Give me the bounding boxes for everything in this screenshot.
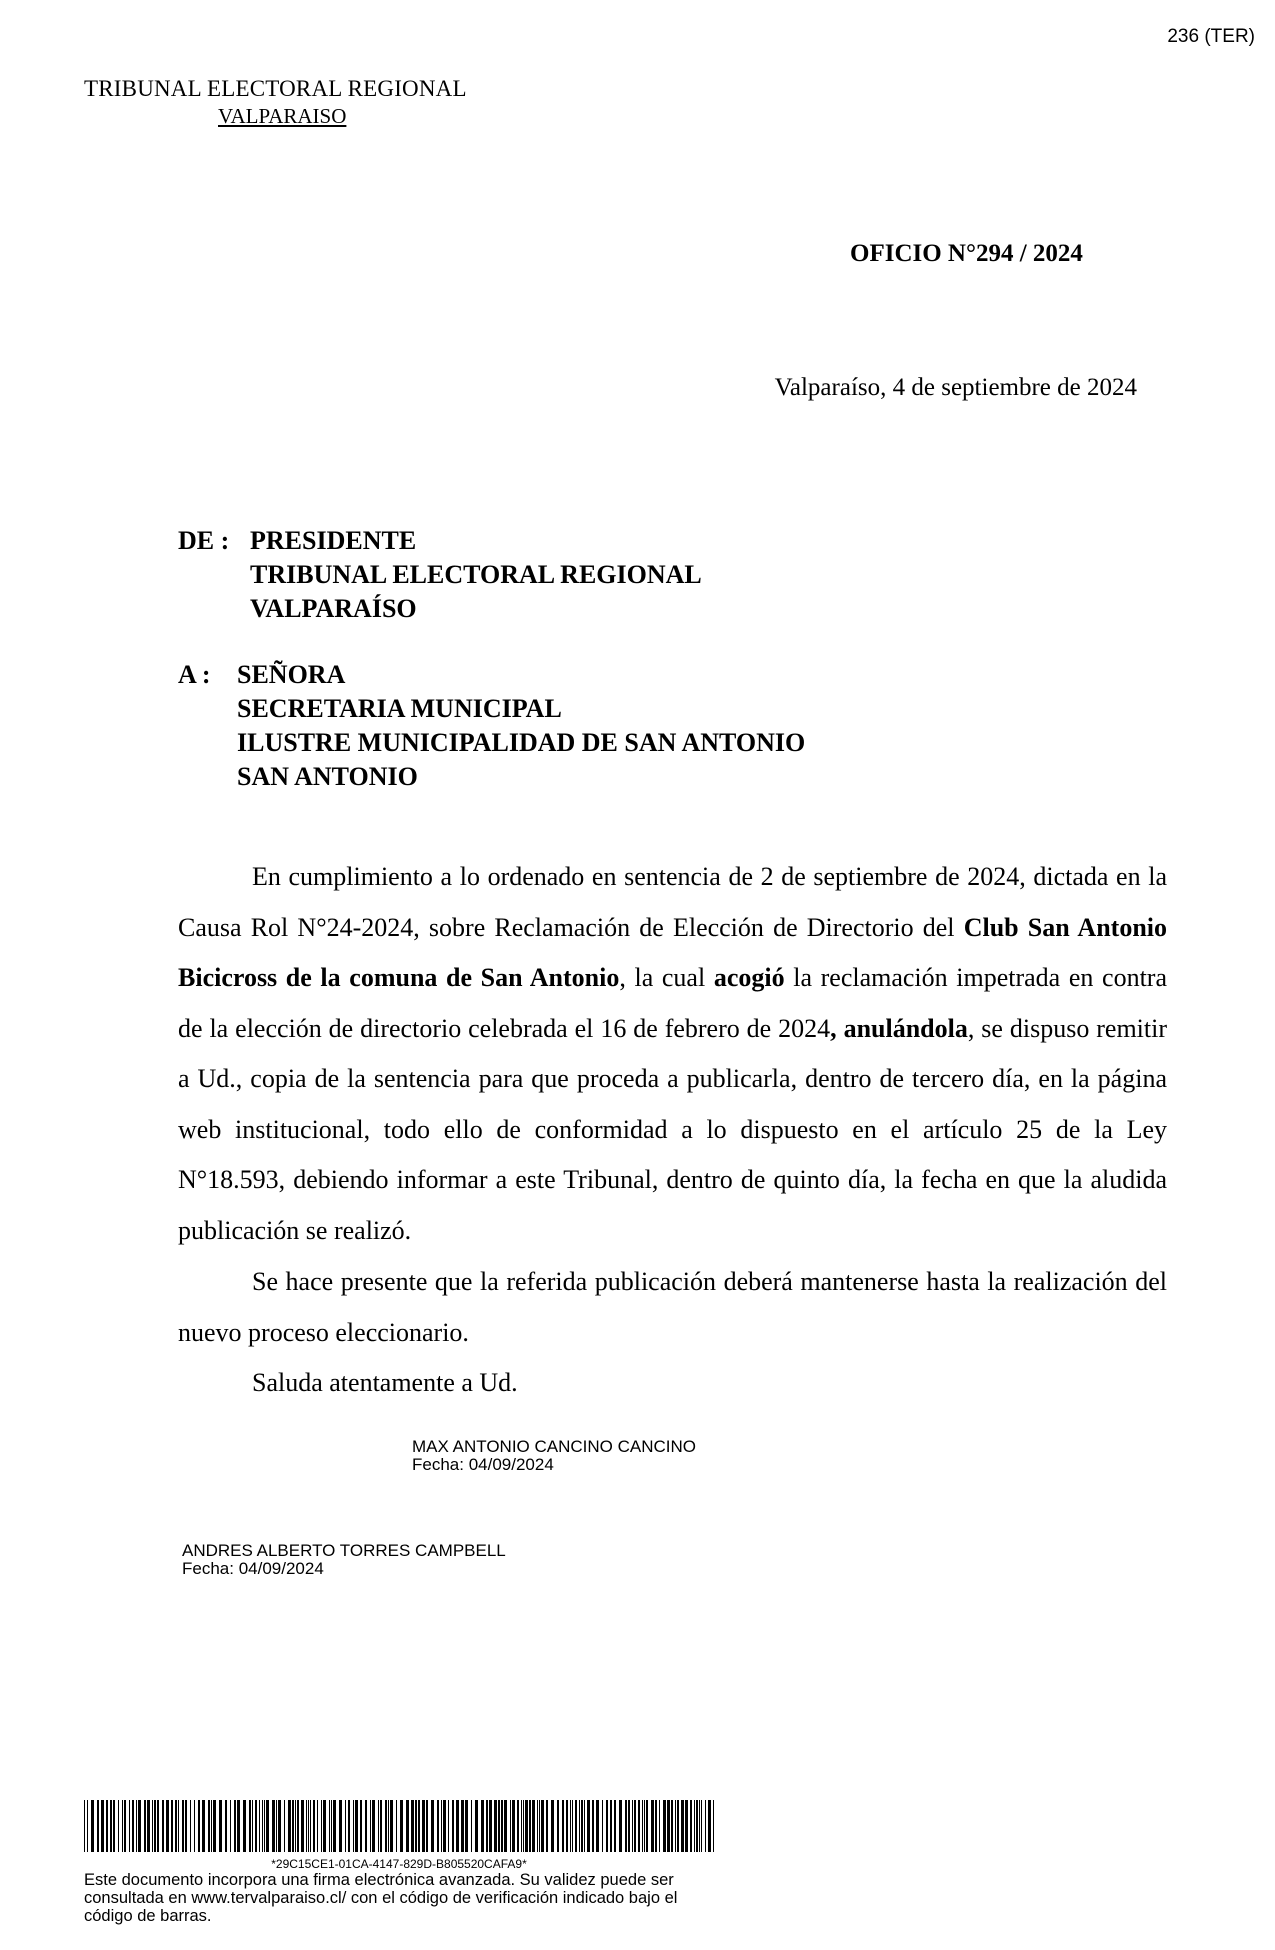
document-date: Valparaíso, 4 de septiembre de 2024 (774, 374, 1137, 401)
to-label: A : (178, 660, 211, 689)
to-line: ILUSTRE MUNICIPALIDAD DE SAN ANTONIO (237, 728, 806, 757)
ruling-word: acogió (713, 963, 785, 992)
annulment-word: , anulándola (830, 1013, 968, 1043)
signature-block-1 (412, 1438, 696, 1474)
electronic-signature-note: Este documento incorpora una firma electrónica avanzada. Su validez puede ser consultada en www.tervalparaiso.cl/ con el código de verificación indicado bajo el código de barras. (84, 1871, 678, 1925)
body-paragraph-2: Se hace presente que la referida publicación deberá mantenerse hasta la realización del nuevo proceso eleccionario. (178, 1267, 1167, 1347)
closing-line: Saluda atentamente a Ud. (252, 1368, 518, 1397)
oficio-number: OFICIO N°294 / 2024 (850, 240, 1083, 267)
to-line: SECRETARIA MUNICIPAL (237, 694, 562, 723)
from-label: DE : (178, 526, 230, 555)
verification-barcode (84, 1800, 714, 1852)
paragraph-text: En cumplimiento a lo ordenado en sentencia de 2 de septiembre de 2024, dictada en la Causa Rol N°24-2024, sobre Reclamación de Elección de Directorio del (178, 862, 1167, 942)
signer-name: ANDRES ALBERTO TORRES CAMPBELL (182, 1541, 506, 1560)
from-line: TRIBUNAL ELECTORAL REGIONAL (250, 560, 702, 589)
from-line: PRESIDENTE (250, 526, 417, 555)
paragraph-text: , se dispuso remitir a Ud., copia de la sentencia para que proceda a publicarla, dentro de tercero día, en la página web institucional, todo ello de conformidad a lo dispuesto en el artículo 25 de la Ley N°18.593, debiendo informar a este Tribunal, dentro de quinto día, la fecha en que la aludida publicación se realizó. (178, 1013, 1167, 1245)
paragraph-text: la reclamación impetrada en contra de la elección de directorio celebrada el 16 de febrero de 2024 (178, 963, 1167, 1043)
from-line: VALPARAÍSO (250, 594, 417, 623)
signature-date: Fecha: 04/09/2024 (182, 1559, 324, 1578)
from-block (178, 524, 702, 626)
to-line: SEÑORA (237, 660, 346, 689)
paragraph-text: , la cual (619, 963, 714, 992)
header-city: VALPARAISO (218, 104, 347, 128)
club-name: Club San Antonio Bicicross de la comuna de San Antonio (178, 912, 1168, 992)
header-institution: TRIBUNAL ELECTORAL REGIONAL (84, 76, 467, 101)
signer-name: MAX ANTONIO CANCINO CANCINO (412, 1437, 696, 1456)
signature-block-2 (182, 1542, 506, 1578)
to-block (178, 658, 805, 794)
to-line: SAN ANTONIO (237, 762, 418, 791)
signature-date: Fecha: 04/09/2024 (412, 1455, 554, 1474)
body-paragraph-1 (178, 852, 1167, 1256)
page-number: 236 (TER) (1167, 26, 1255, 47)
barcode-code: *29C15CE1-01CA-4147-829D-B805520CAFA9* (271, 1857, 527, 1871)
